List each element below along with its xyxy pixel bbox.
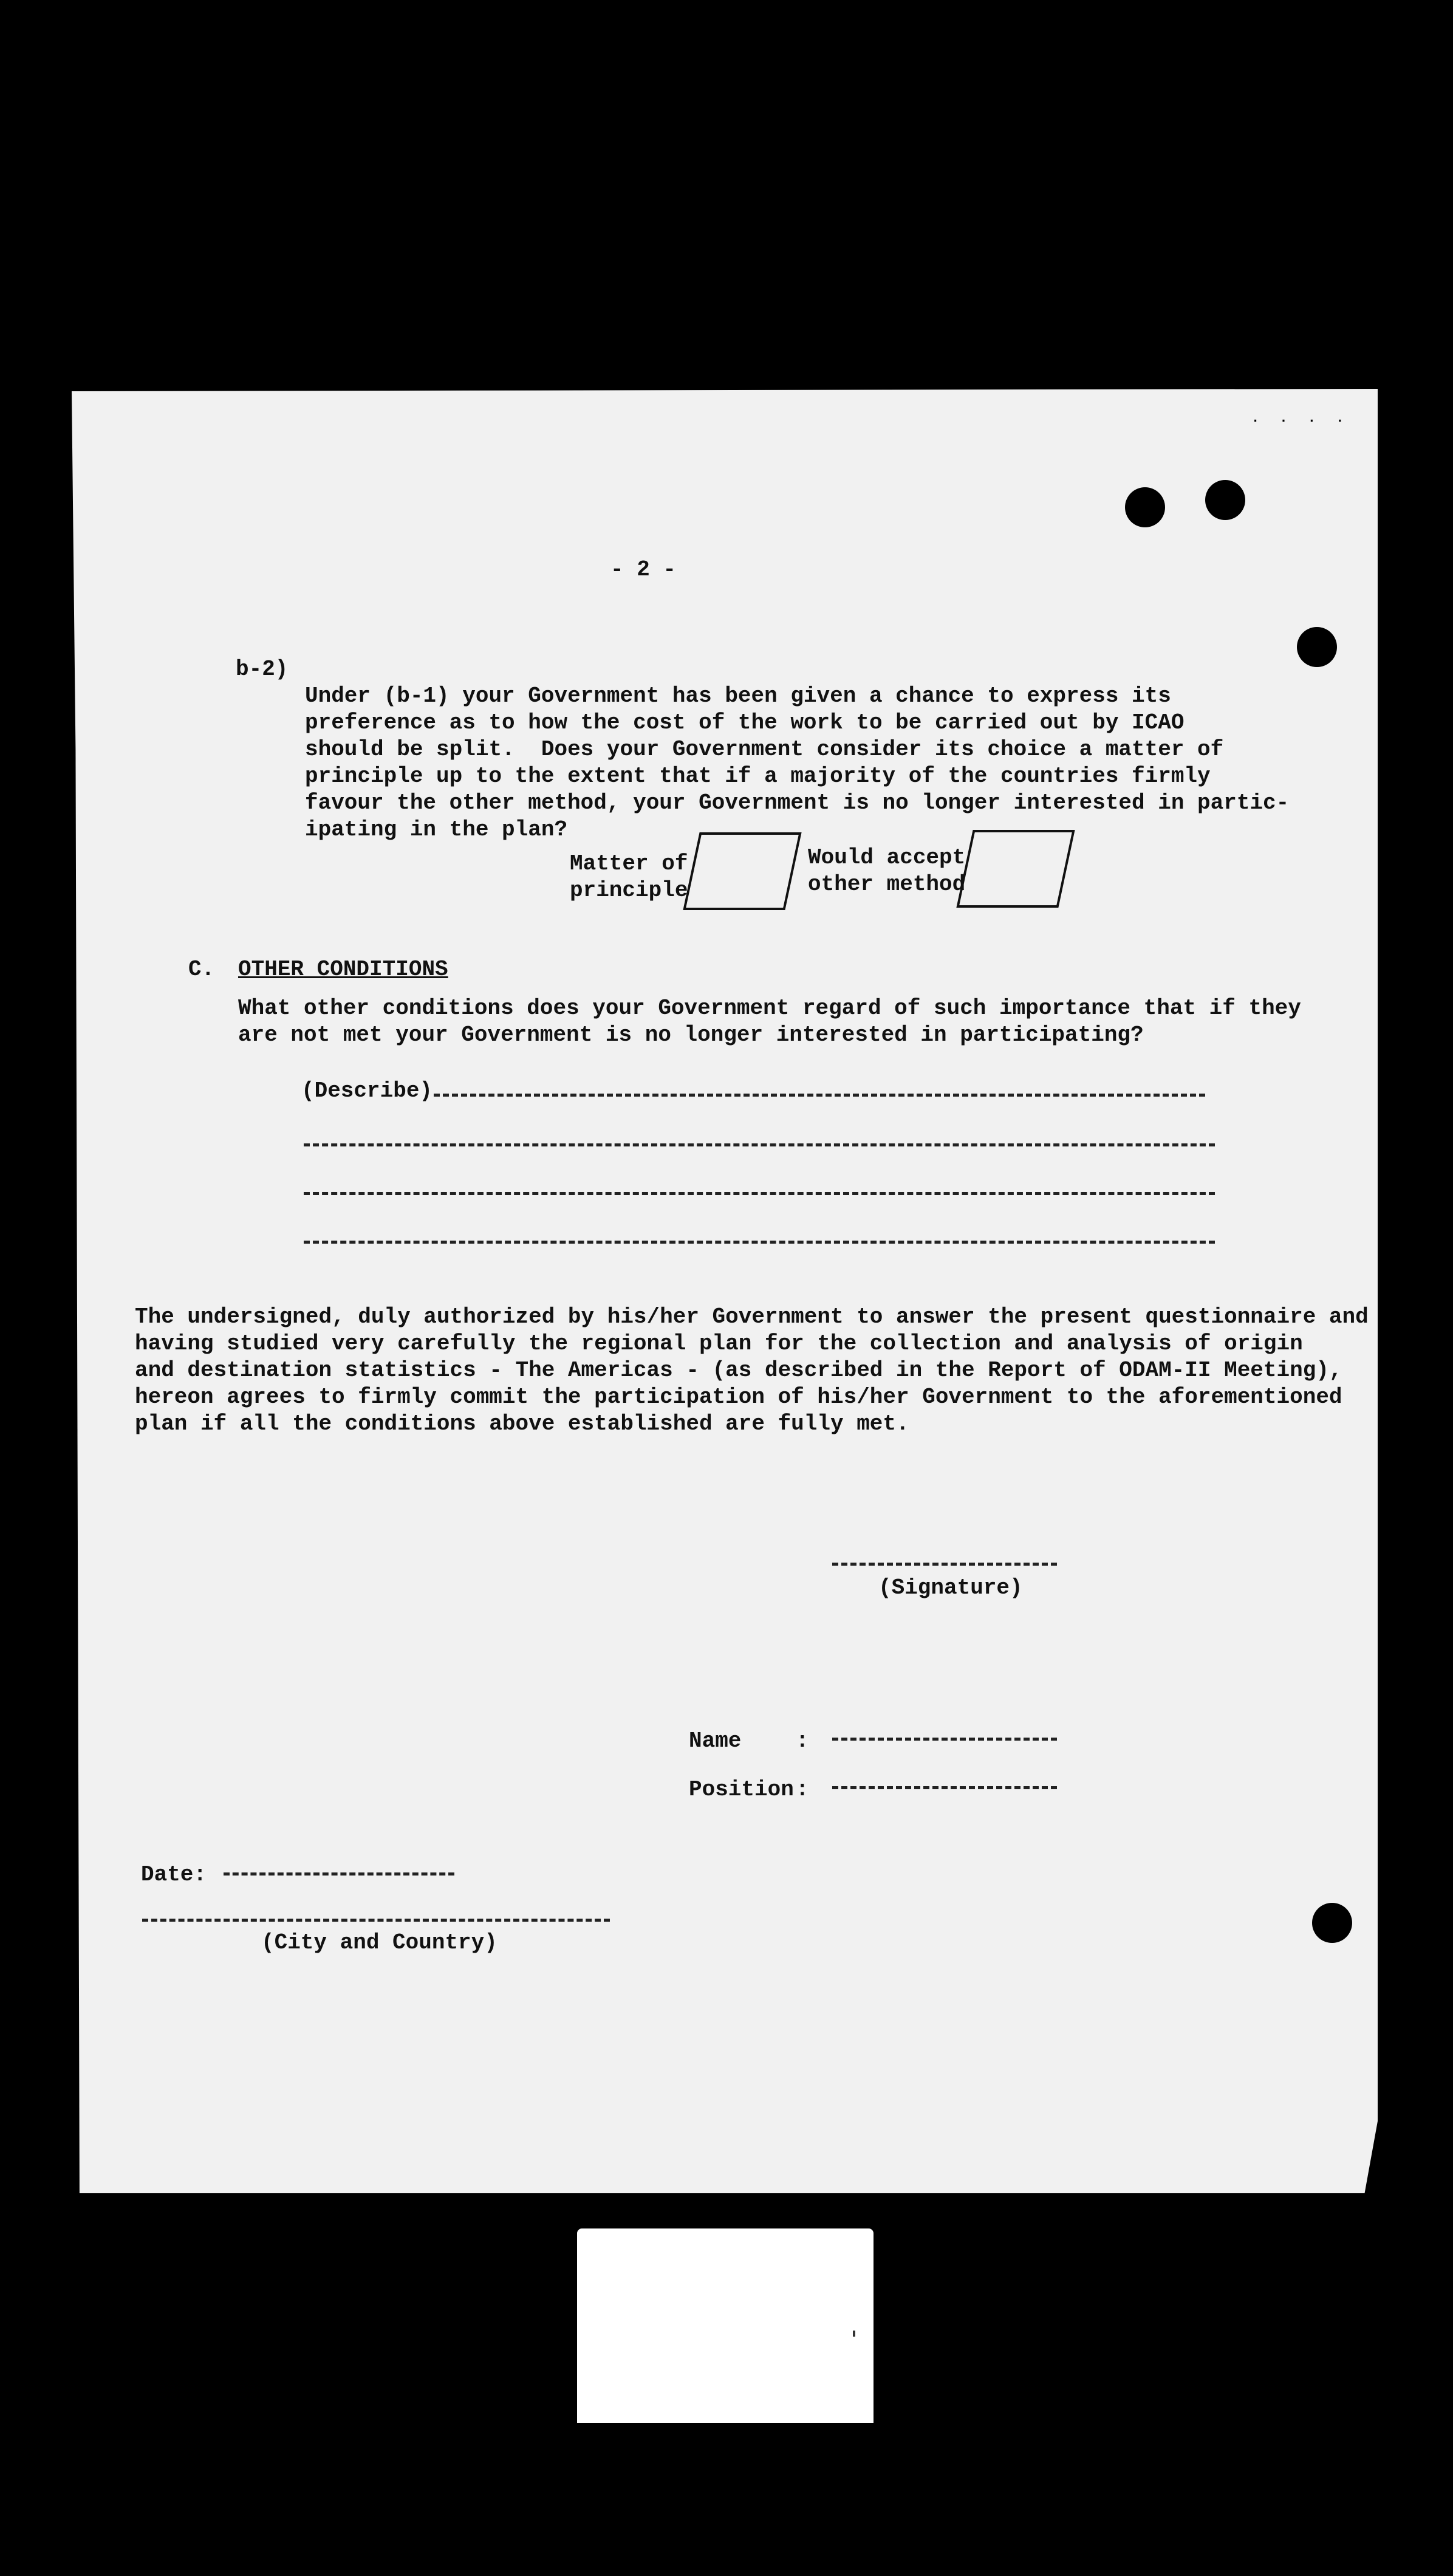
punch-hole-top-right — [1205, 480, 1245, 520]
name-line[interactable] — [832, 1738, 1057, 1741]
section-c-question: What other conditions does your Government regard of such importance that if they are not met your Government is no longer interested in participating? — [238, 996, 1301, 1047]
question-b2-line-6: ipating in the plan? — [305, 817, 568, 842]
name-colon: : — [796, 1728, 809, 1753]
page-number: - 2 - — [610, 557, 677, 582]
option-matter-of-principle-label: Matter of principle — [570, 851, 688, 903]
describe-line-4[interactable] — [304, 1241, 1215, 1244]
card-mark — [853, 2331, 855, 2337]
question-b2-line-2: preference as to how the cost of the work to be carried out by ICAO — [305, 710, 1185, 735]
question-b2-label: b-2) — [236, 657, 289, 682]
punch-hole-top-left — [1125, 487, 1165, 527]
describe-line-2[interactable] — [304, 1143, 1215, 1146]
signature-line[interactable] — [832, 1563, 1057, 1566]
name-label: Name — [689, 1728, 742, 1753]
position-colon: : — [796, 1777, 809, 1802]
date-line[interactable] — [224, 1872, 454, 1875]
option-accept-other-method-label: Would accept other method — [808, 845, 966, 897]
white-card — [577, 2228, 874, 2423]
punch-hole-side-upper — [1297, 627, 1337, 667]
question-b2-line-3: should be split. Does your Government consider its choice a matter of — [305, 737, 1224, 762]
describe-label: (Describe) — [301, 1078, 433, 1103]
section-c-label: C. — [188, 957, 215, 982]
describe-line-3[interactable] — [304, 1192, 1215, 1195]
question-b2-line-5: favour the other method, your Government is no longer interested in partic- — [305, 790, 1290, 815]
punch-hole-side-lower — [1312, 1903, 1352, 1943]
city-country-line[interactable] — [142, 1919, 610, 1922]
corner-marks: . . . . — [1251, 411, 1350, 426]
describe-line-1[interactable] — [434, 1094, 1205, 1097]
position-label: Position — [689, 1777, 794, 1802]
checkbox-accept-other-method[interactable] — [956, 830, 1075, 908]
signature-label: (Signature) — [878, 1575, 1023, 1600]
checkbox-matter-of-principle[interactable] — [683, 832, 801, 910]
city-country-label: (City and Country) — [261, 1930, 497, 1955]
date-label: Date: — [141, 1862, 207, 1887]
question-b2-line-1: Under (b-1) your Government has been given a chance to express its — [305, 683, 1171, 708]
position-line[interactable] — [832, 1786, 1057, 1789]
question-b2-line-4: principle up to the extent that if a majority of the countries firmly — [305, 764, 1211, 789]
declaration-text: The undersigned, duly authorized by his/her Government to answer the present questionnaire and having studied very carefully the regional plan for the collection and analysis of origin and destination statistics - The Americas - (as described in the Report of ODAM-II Meeting), hereon agrees to firmly commit the participation of his/her Government to the aforementioned plan if all the conditions above established are fully met. — [135, 1304, 1369, 1436]
section-c-title: OTHER CONDITIONS — [238, 957, 448, 982]
